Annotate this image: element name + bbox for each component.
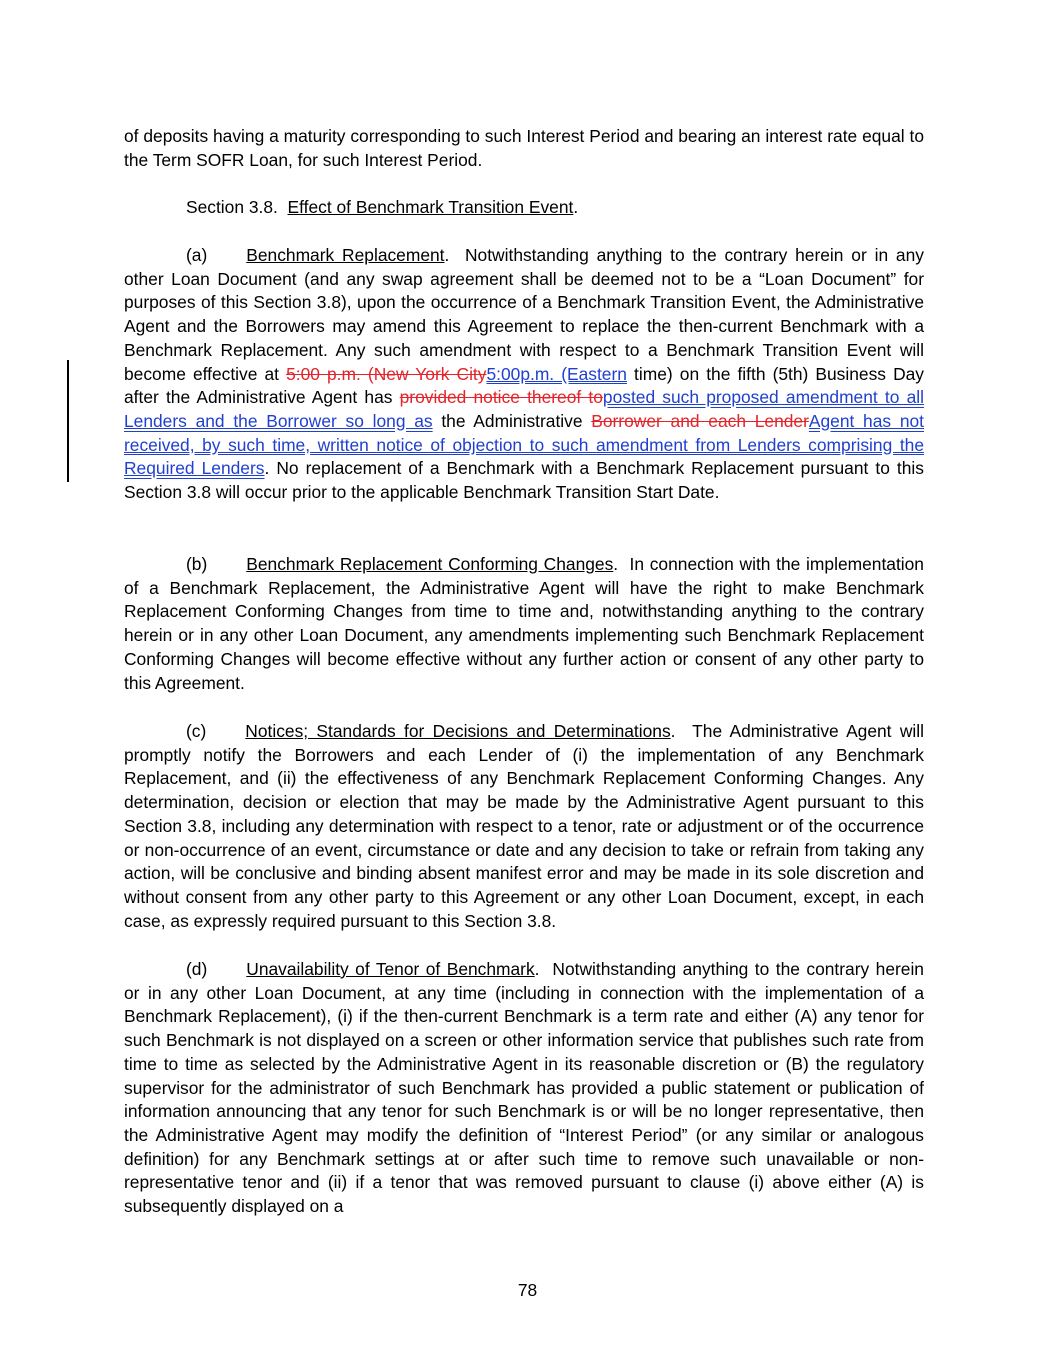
- paragraph-b-label: (b): [186, 554, 208, 574]
- paragraph-d-text: Notwithstanding anything to the contrary herein or in any other Loan Document, at any time (including in connection with the implementation of a Benchmark Replacement), (i) if the then-current Benchmark is a term rate and either (A) any tenor for such Benchmark is not displayed on a screen or other information service that publishes such rate from time to time as selected by the Administrative Agent in its reasonable discretion or (B) the regulatory supervisor for the administrator of such Benchmark has provided a public statement or publication of information announcing that any tenor for such Benchmark is or will be no longer representative, then the Administrative Agent may modify the definition of “Interest Period” (or any similar or analogous definition) for any Benchmark settings at or after such time to remove such unavailable or non-representative tenor and (ii) if a tenor that was removed pursuant to clause (i) above either (A) is subsequently displayed on a: [124, 959, 924, 1217]
- paragraph-a-text-3: the Administrative: [432, 410, 592, 431]
- deleted-text-2: provided notice thereof to: [399, 387, 603, 408]
- inserted-text-1: 5:00p.m. (Eastern: [486, 363, 627, 384]
- section-heading: Section 3.8. Effect of Benchmark Transition Event.: [186, 197, 579, 217]
- paragraph-c-heading: Notices; Standards for Decisions and Determinations: [245, 721, 671, 741]
- paragraph-c: (c) Notices; Standards for Decisions and Determinations. The Administrative Agent will promptly notify the Borrowers and each Lender of (i) the implementation of any Benchmark Replacement, and (ii) the effectiveness of any Benchmark Replacement Conforming Changes. Any determination, decision or election that may be made by the Administrative Agent pursuant to this Section 3.8, including any determination with respect to a tenor, rate or adjustment or of the occurrence or non-occurrence of an event, circumstance or date and any decision to take or refrain from taking any action, will be conclusive and binding absent manifest error and may be made in its sole discretion and without consent from any other party to this Agreement or any other Loan Document, except, in each case, as expressly required pursuant to this Section 3.8.: [124, 721, 924, 931]
- paragraph-b-text: In connection with the implementation of a Benchmark Replacement, the Administrative Agent will have the right to make Benchmark Replacement Conforming Changes from time to time and, notwithstanding anything to the contrary herein or in any other Loan Document, any amendments implementing such Benchmark Replacement Conforming Changes will become effective without any further action or consent of any other party to this Agreement.: [124, 554, 924, 693]
- section-title: Effect of Benchmark Transition Event: [287, 197, 574, 217]
- deleted-text-3: Borrower and each Lender: [591, 410, 809, 431]
- paragraph-a-heading: Benchmark Replacement: [246, 245, 445, 265]
- paragraph-a: (a) Benchmark Replacement. Notwithstanding anything to the contrary herein or in any other Loan Document (and any swap agreement shall be deemed not to be a “Loan Document” for purposes of this Section 3.8), upon the occurrence of a Benchmark Transition Event, the Administrative Agent and the Borrowers may amend this Agreement to replace the then-current Benchmark with a Benchmark Replacement. Any such amendment with respect to a Benchmark Transition Event will become effective at 5:00 p.m. (New York City5:00p.m. (Eastern time) on the fifth (5th) Business Day after the Administrative Agent has provided notice thereof toposted such proposed amendment to all Lenders and the Borrower so long as the Administrative Borrower and each LenderAgent has not received, by such time, written notice of objection to such amendment from Lenders comprising the Required Lenders. No replacement of a Benchmark with a Benchmark Replacement pursuant to this Section 3.8 will occur prior to the applicable Benchmark Transition Start Date.: [124, 245, 925, 503]
- revision-change-bar: [67, 360, 69, 482]
- paragraph-d: (d) Unavailability of Tenor of Benchmark. Notwithstanding anything to the contrary herein or in any other Loan Document, at any time (including in connection with the implementation of a Benchmark Replacement), (i) if the then-current Benchmark is a term rate and either (A) any tenor for such Benchmark is not displayed on a screen or other information service that publishes such rate from time to time as selected by the Administrative Agent in its reasonable discretion or (B) the regulatory supervisor for the administrator of such Benchmark has provided a public statement or publication of information announcing that any tenor for such Benchmark is or will be no longer representative, then the Administrative Agent may modify the definition of “Interest Period” (or any similar or analogous definition) for any Benchmark settings at or after such time to remove such unavailable or non-representative tenor and (ii) if a tenor that was removed pursuant to clause (i) above either (A) is subsequently displayed on a: [124, 959, 924, 1217]
- section-number: Section 3.8.: [186, 197, 278, 217]
- paragraph-a-label: (a): [186, 245, 208, 265]
- intro-paragraph: of deposits having a maturity corresponding to such Interest Period and bearing an interest rate equal to the Term SOFR Loan, for such Interest Period.: [124, 126, 924, 170]
- paragraph-d-label: (d): [186, 959, 208, 979]
- page-number: 78: [517, 1280, 538, 1300]
- deleted-text-1: 5:00 p.m. (New York City: [286, 363, 487, 384]
- paragraph-b-heading: Benchmark Replacement Conforming Changes: [246, 554, 614, 574]
- paragraph-a-text-2: time) on the fifth (5th) Business Day after the Administrative Agent has: [124, 363, 924, 408]
- paragraph-c-label: (c): [186, 721, 207, 741]
- paragraph-d-heading: Unavailability of Tenor of Benchmark: [246, 959, 535, 979]
- inserted-text-2: posted such proposed amendment to all Lenders and the Borrower so long as: [124, 387, 924, 431]
- paragraph-a-text-1: Notwithstanding anything to the contrary herein or in any other Loan Document (and any swap agreement shall be deemed not to be a “Loan Document” for purposes of this Section 3.8), upon the occurrence of a Benchmark Transition Event, the Administrative Agent and the Borrowers may amend this Agreement to replace the then-current Benchmark with a Benchmark Replacement. Any such amendment with respect to a Benchmark Transition Event will become effective at: [124, 245, 924, 384]
- paragraph-a-text-4: . No replacement of a Benchmark with a Benchmark Replacement pursuant to this Section 3.8 will occur prior to the applicable Benchmark Transition Start Date.: [124, 458, 924, 503]
- paragraph-c-text: The Administrative Agent will promptly notify the Borrowers and each Lender of (i) the implementation of any Benchmark Replacement, and (ii) the effectiveness of any Benchmark Replacement Conforming Changes. Any determination, decision or election that may be made by the Administrative Agent pursuant to this Section 3.8, including any determination with respect to a tenor, rate or adjustment or of the occurrence or non-occurrence of an event, circumstance or date and any decision to take or refrain from taking any action, will be conclusive and binding absent manifest error and may be made in its sole discretion and without consent from any other party to this Agreement or any other Loan Document, except, in each case, as expressly required pursuant to this Section 3.8.: [124, 721, 924, 931]
- inserted-text-3: Agent has not received, by such time, written notice of objection to such amendment from Lenders comprising the Required Lenders: [124, 410, 925, 479]
- paragraph-b: (b) Benchmark Replacement Conforming Changes. In connection with the implementation of a Benchmark Replacement, the Administrative Agent will have the right to make Benchmark Replacement Conforming Changes from time to time and, notwithstanding anything to the contrary herein or in any other Loan Document, any amendments implementing such Benchmark Replacement Conforming Changes will become effective without any further action or consent of any other party to this Agreement.: [124, 554, 924, 693]
